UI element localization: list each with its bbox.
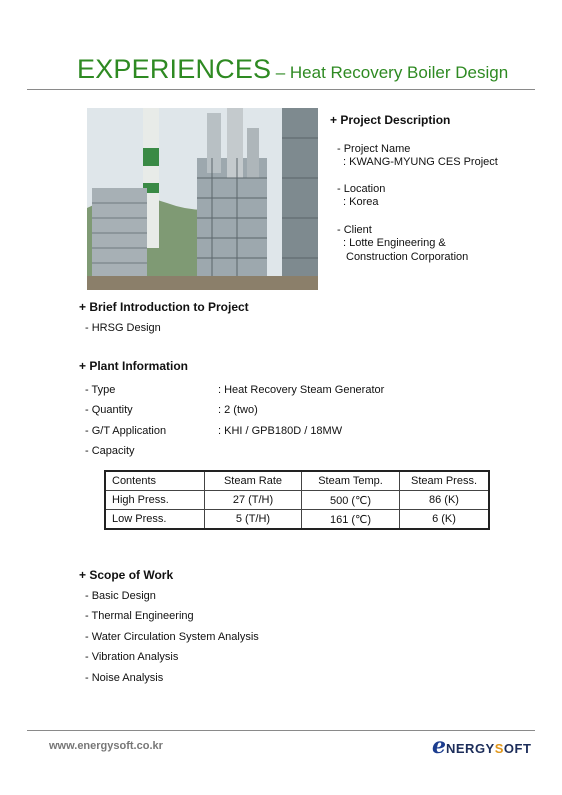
scope-item: - Water Circulation System Analysis [85, 631, 259, 643]
title-subtitle: – Heat Recovery Boiler Design [275, 63, 509, 82]
scope-item: - Thermal Engineering [85, 610, 194, 622]
energysoft-logo [432, 733, 531, 759]
table-header-cell: Steam Rate [205, 471, 302, 491]
table-header-row [105, 471, 489, 491]
table-cell: Low Press. [105, 510, 205, 530]
footer-url[interactable]: www.energysoft.co.kr [49, 740, 163, 752]
table-header-cell: Steam Press. [400, 471, 490, 491]
client-label: - Client [337, 224, 372, 236]
plant-info-label: - Capacity [85, 445, 135, 457]
page-title [77, 54, 508, 85]
project-name-label: - Project Name [337, 143, 411, 155]
brief-intro-item: - HRSG Design [85, 322, 161, 334]
table-cell: 86 (K) [400, 491, 490, 510]
plant-info-label: - Type [85, 384, 116, 396]
brief-intro-heading: + Brief Introduction to Project [79, 300, 249, 314]
client-value-line1: : Lotte Engineering & [343, 237, 446, 249]
project-description-heading: + Project Description [330, 113, 451, 127]
table-cell: 5 (T/H) [205, 510, 302, 530]
table-cell: High Press. [105, 491, 205, 510]
capacity-table [104, 470, 490, 530]
table-cell: 27 (T/H) [205, 491, 302, 510]
logo-text-s: S [494, 741, 504, 756]
scope-item: - Basic Design [85, 590, 156, 602]
plant-info-value: : KHI / GPB180D / 18MW [218, 425, 343, 437]
project-name-value: : KWANG-MYUNG CES Project [343, 156, 498, 168]
logo-text-1: NERGY [446, 741, 495, 756]
table-cell: 500 (℃) [302, 491, 400, 510]
client-value-line2: Construction Corporation [346, 251, 469, 263]
logo-text-2: OFT [503, 741, 532, 756]
plant-info-label: - Quantity [85, 404, 133, 416]
table-header-cell: Steam Temp. [302, 471, 400, 491]
plant-info-label: - G/T Application [85, 425, 167, 437]
logo-e: e [432, 733, 446, 759]
table-cell: 6 (K) [400, 510, 490, 530]
scope-of-work-heading: + Scope of Work [79, 568, 174, 582]
scope-item: - Vibration Analysis [85, 651, 179, 663]
location-label: - Location [337, 183, 386, 195]
location-value: : Korea [343, 196, 379, 208]
plant-info-value: : Heat Recovery Steam Generator [218, 384, 385, 396]
plant-info-value: : 2 (two) [218, 404, 258, 416]
title-main: EXPERIENCES [77, 54, 272, 84]
table-row [105, 491, 489, 510]
table-cell: 161 (℃) [302, 510, 400, 530]
scope-item: - Noise Analysis [85, 672, 164, 684]
plant-photo [87, 108, 318, 290]
plant-info-heading: + Plant Information [79, 359, 189, 373]
table-row [105, 510, 489, 530]
top-divider [27, 89, 535, 90]
table-header-cell: Contents [105, 471, 205, 491]
bottom-divider [27, 730, 535, 731]
